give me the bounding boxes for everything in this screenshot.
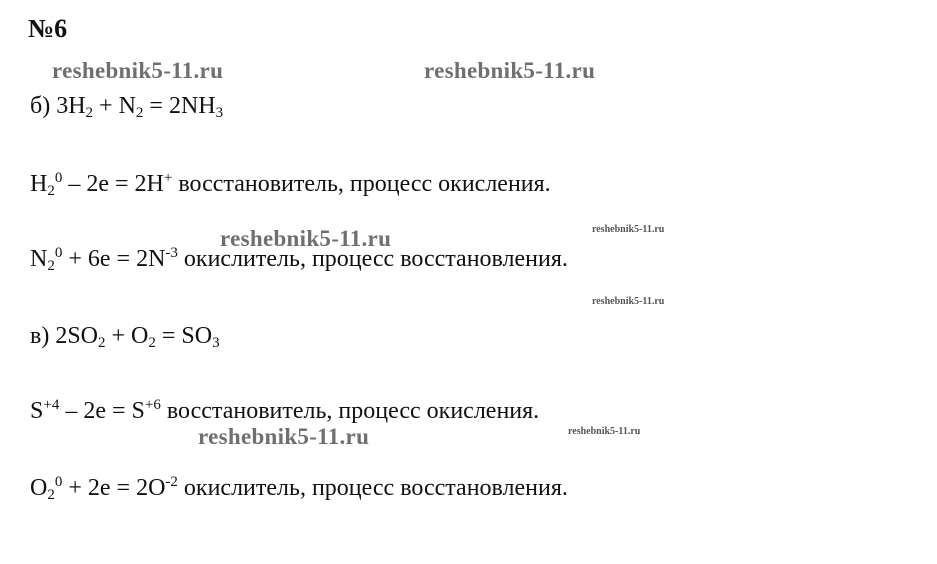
half-reaction-v-2 <box>30 474 568 502</box>
superscript: +6 <box>144 397 161 413</box>
reaction-equation-b <box>30 92 223 120</box>
equation-text: – 2e = 2H <box>62 171 164 197</box>
watermark: reshebnik5-11.ru <box>52 58 224 83</box>
half-reaction-v-1 <box>30 397 539 425</box>
equation-text: + 2e = 2O <box>62 475 166 501</box>
subscript: 2 <box>47 258 55 274</box>
role-description: окислитель, процесс восстановления. <box>177 246 568 272</box>
subscript: 3 <box>212 335 220 351</box>
subscript: 2 <box>47 487 55 503</box>
equation-text: + 6e = 2N <box>62 246 166 272</box>
role-description: восстановитель, процесс окисления. <box>172 171 551 197</box>
watermark: reshebnik5-11.ru <box>220 226 392 251</box>
superscript: 0 <box>54 245 63 261</box>
equation-text: H <box>30 171 48 197</box>
watermark: reshebnik5-11.ru <box>424 58 596 83</box>
equation-text: = SO <box>155 323 213 349</box>
superscript: 0 <box>54 170 63 186</box>
problem-number: №6 <box>28 14 68 43</box>
equation-text: N <box>30 246 48 272</box>
equation-text: б) 3H <box>30 93 86 119</box>
watermark: reshebnik5-11.ru <box>592 224 665 235</box>
superscript: + <box>163 170 173 186</box>
half-reaction-b-1 <box>30 170 551 198</box>
subscript: 2 <box>47 183 55 199</box>
equation-text: + O <box>105 323 149 349</box>
equation-text: + N <box>93 93 136 119</box>
superscript: +4 <box>43 397 60 413</box>
subscript: 2 <box>98 335 106 351</box>
superscript: -2 <box>165 474 178 490</box>
role-description: окислитель, процесс восстановления. <box>177 475 568 501</box>
reaction-equation-v <box>30 322 220 350</box>
subscript: 2 <box>148 335 156 351</box>
superscript: -3 <box>165 245 178 261</box>
subscript: 2 <box>135 105 144 121</box>
role-description: восстановитель, процесс окисления. <box>160 398 540 424</box>
half-reaction-b-2 <box>30 245 568 273</box>
equation-text: в) 2SO <box>30 323 99 349</box>
equation-text: – 2e = S <box>59 398 145 424</box>
watermark: reshebnik5-11.ru <box>568 426 641 437</box>
watermark: reshebnik5-11.ru <box>592 296 665 307</box>
subscript: 3 <box>215 105 224 121</box>
equation-text: S <box>30 398 44 424</box>
watermark: reshebnik5-11.ru <box>198 424 370 449</box>
equation-text: = 2NH <box>143 93 216 119</box>
subscript: 2 <box>85 105 94 121</box>
equation-text: O <box>30 475 48 501</box>
superscript: 0 <box>54 474 63 490</box>
